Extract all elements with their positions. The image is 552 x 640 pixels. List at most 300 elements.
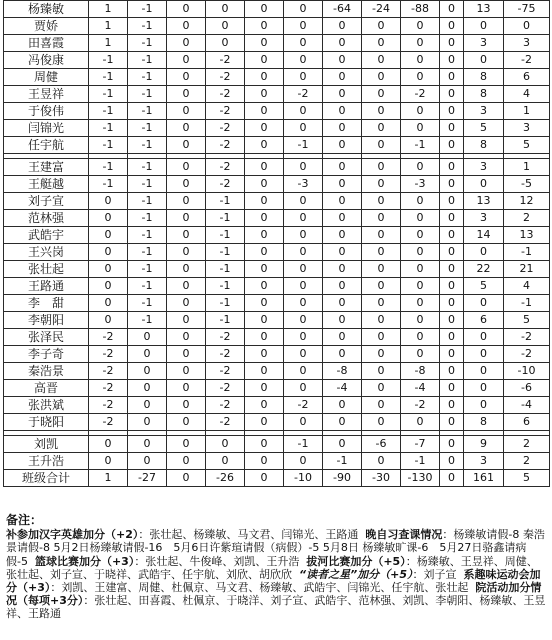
score-cell: 0 [245, 86, 284, 103]
student-name-cell: 王艇越 [4, 176, 89, 193]
table-row [4, 363, 550, 380]
score-cell: -1 [206, 244, 245, 261]
score-cell: 0 [362, 86, 401, 103]
score-cell: 0 [401, 278, 440, 295]
score-cell: 0 [440, 414, 464, 431]
score-cell: 0 [323, 52, 362, 69]
table-row [4, 103, 550, 120]
score-cell: 0 [245, 120, 284, 137]
score-cell: 0 [362, 210, 401, 227]
score-cell: 0 [464, 295, 504, 312]
score-cell: 0 [362, 159, 401, 176]
score-cell: -1 [206, 227, 245, 244]
score-cell: 0 [284, 35, 323, 52]
score-cell: 0 [128, 363, 167, 380]
score-cell: -2 [206, 120, 245, 137]
score-cell: 0 [245, 329, 284, 346]
score-cell: 0 [245, 397, 284, 414]
score-cell: -2 [206, 52, 245, 69]
score-cell: 0 [323, 312, 362, 329]
student-name-cell: 刘子宣 [4, 193, 89, 210]
score-cell: 12 [504, 193, 550, 210]
score-cell: 0 [128, 436, 167, 453]
score-cell: 0 [401, 18, 440, 35]
score-cell: -1 [89, 103, 128, 120]
score-cell: 0 [440, 312, 464, 329]
student-name-cell: 范林强 [4, 210, 89, 227]
score-cell: 0 [464, 244, 504, 261]
score-cell: 0 [167, 69, 206, 86]
score-cell: 0 [128, 329, 167, 346]
score-cell: -2 [89, 414, 128, 431]
score-cell: 0 [167, 261, 206, 278]
student-name-cell: 张壮起 [4, 261, 89, 278]
score-cell: -30 [362, 470, 401, 487]
score-cell: 0 [245, 453, 284, 470]
score-cell: 13 [464, 193, 504, 210]
score-cell: 0 [362, 52, 401, 69]
score-cell: -1 [128, 244, 167, 261]
score-cell: 0 [284, 227, 323, 244]
score-cell: -1 [401, 453, 440, 470]
score-cell: -2 [206, 397, 245, 414]
score-cell: 0 [128, 380, 167, 397]
score-cell: 8 [464, 414, 504, 431]
score-cell: 0 [440, 278, 464, 295]
score-cell: 0 [440, 329, 464, 346]
score-cell: -1 [128, 35, 167, 52]
score-cell: 0 [284, 69, 323, 86]
score-cell: 0 [206, 436, 245, 453]
evening-study-text: ：杨臻敏请假-8 秦浩景请假-8 5月2日杨臻敏请假-16 5月6日许紫瑄请假（病假）-5 5月8日 杨臻敏旷课-6 5月27日骆鑫请病假-5 [6, 528, 545, 568]
score-cell: 0 [401, 103, 440, 120]
score-cell: -2 [206, 69, 245, 86]
table-row [4, 414, 550, 431]
score-cell: 0 [167, 453, 206, 470]
score-cell: -2 [89, 380, 128, 397]
score-cell: -1 [206, 295, 245, 312]
evening-study-label: 晚自习查课情况 [365, 528, 443, 542]
score-cell: -26 [206, 470, 245, 487]
score-cell: -2 [206, 103, 245, 120]
score-cell: 0 [401, 295, 440, 312]
score-cell: 0 [245, 414, 284, 431]
score-cell: 1 [504, 159, 550, 176]
score-cell: 2 [504, 210, 550, 227]
score-cell: 0 [362, 261, 401, 278]
score-cell: 0 [284, 414, 323, 431]
score-cell: 0 [323, 346, 362, 363]
score-cell: -1 [89, 69, 128, 86]
student-name-cell: 班级合计 [4, 470, 89, 487]
score-cell: -2 [89, 363, 128, 380]
score-cell: 0 [128, 414, 167, 431]
score-cell: 0 [245, 227, 284, 244]
table-row [4, 86, 550, 103]
score-cell: 0 [401, 414, 440, 431]
student-name-cell: 李朝阳 [4, 312, 89, 329]
score-cell: 6 [504, 69, 550, 86]
score-cell: -1 [128, 227, 167, 244]
score-cell: -2 [504, 346, 550, 363]
score-cell: 0 [167, 52, 206, 69]
score-cell: 0 [323, 244, 362, 261]
score-cell: -2 [206, 176, 245, 193]
score-cell: 0 [284, 120, 323, 137]
table-row [4, 397, 550, 414]
score-cell: 0 [284, 278, 323, 295]
score-cell: 161 [464, 470, 504, 487]
score-cell: 0 [128, 397, 167, 414]
score-cell: 0 [128, 346, 167, 363]
score-cell: 0 [362, 137, 401, 154]
score-cell: 2 [504, 453, 550, 470]
score-cell: 0 [323, 103, 362, 120]
score-cell: 0 [284, 193, 323, 210]
table-row [4, 470, 550, 487]
score-cell: 3 [464, 103, 504, 120]
score-cell: -5 [504, 176, 550, 193]
score-cell: 0 [245, 103, 284, 120]
score-cell: -1 [128, 18, 167, 35]
score-cell: -2 [206, 86, 245, 103]
score-cell: -1 [504, 244, 550, 261]
table-row [4, 176, 550, 193]
score-cell: 1 [504, 103, 550, 120]
score-cell: 0 [323, 295, 362, 312]
score-cell: 6 [504, 414, 550, 431]
score-cell: 0 [362, 227, 401, 244]
score-cell: -8 [323, 363, 362, 380]
student-name-cell: 高晋 [4, 380, 89, 397]
score-cell: -1 [284, 137, 323, 154]
score-cell: 0 [245, 295, 284, 312]
score-cell: 0 [401, 210, 440, 227]
score-cell: 0 [440, 261, 464, 278]
score-cell: 9 [464, 436, 504, 453]
score-cell: -1 [128, 193, 167, 210]
score-cell: 3 [464, 210, 504, 227]
score-cell: 0 [464, 380, 504, 397]
score-cell: 4 [504, 86, 550, 103]
score-cell: 0 [401, 52, 440, 69]
score-cell: 0 [401, 227, 440, 244]
score-cell: 0 [401, 329, 440, 346]
sports-meet-text: ：刘凯、王建富、周健、杜佩京、马文君、杨臻敏、武皓宇、闫锦光、任宇航、张壮起 [50, 581, 469, 595]
student-name-cell: 张泽民 [4, 329, 89, 346]
score-cell: 0 [167, 363, 206, 380]
basketball-label: 篮球比赛加分（+3） [34, 554, 135, 568]
score-cell: 0 [440, 227, 464, 244]
score-cell: 22 [464, 261, 504, 278]
score-cell: 0 [167, 436, 206, 453]
score-cell: 0 [167, 470, 206, 487]
chinese-hero-label: 补参加汉字英雄加分（+2） [6, 528, 139, 542]
score-cell: 3 [504, 35, 550, 52]
score-cell: -1 [128, 176, 167, 193]
table-row [4, 35, 550, 52]
score-cell: 0 [464, 346, 504, 363]
score-cell: 0 [362, 35, 401, 52]
score-cell: 1 [89, 18, 128, 35]
tug-of-war-text: ：杨臻敏、王昱祥、周健、张壮起、刘子宣、于晓祥、武皓宇、任宇航、刘欣、胡欣欣 [6, 554, 538, 581]
score-table [3, 0, 550, 487]
score-cell: -10 [284, 470, 323, 487]
score-cell: 5 [504, 470, 550, 487]
score-cell: 0 [362, 363, 401, 380]
score-cell: 0 [89, 210, 128, 227]
score-cell: -4 [401, 380, 440, 397]
score-cell: 5 [504, 312, 550, 329]
score-table-body [4, 1, 550, 487]
score-cell: 0 [245, 261, 284, 278]
score-cell: 0 [440, 397, 464, 414]
score-cell: -2 [504, 329, 550, 346]
score-cell: 0 [284, 244, 323, 261]
score-cell: 0 [284, 52, 323, 69]
score-cell: 0 [167, 86, 206, 103]
score-cell: -2 [284, 86, 323, 103]
score-cell: 13 [464, 1, 504, 18]
score-cell: 0 [362, 397, 401, 414]
score-cell: 0 [464, 52, 504, 69]
score-cell: -1 [128, 137, 167, 154]
score-cell: -1 [401, 137, 440, 154]
score-cell: 0 [167, 176, 206, 193]
score-cell: 0 [362, 414, 401, 431]
score-cell: 0 [401, 346, 440, 363]
score-cell: 0 [167, 329, 206, 346]
score-cell: 0 [284, 103, 323, 120]
score-cell: 0 [362, 312, 401, 329]
student-name-cell: 冯俊康 [4, 52, 89, 69]
score-cell: -1 [128, 120, 167, 137]
score-cell: 0 [167, 312, 206, 329]
score-cell: -2 [206, 363, 245, 380]
table-row [4, 312, 550, 329]
score-cell: 0 [245, 312, 284, 329]
sports-meet-label: 系趣味运动会加分（+3） [6, 567, 541, 595]
score-cell: 0 [440, 69, 464, 86]
score-cell: 0 [362, 103, 401, 120]
score-cell: 0 [167, 120, 206, 137]
score-cell: -90 [323, 470, 362, 487]
score-cell: 8 [464, 86, 504, 103]
score-cell: -1 [128, 69, 167, 86]
score-cell: 14 [464, 227, 504, 244]
score-cell: -2 [401, 397, 440, 414]
score-cell: 0 [440, 52, 464, 69]
score-cell: 0 [323, 397, 362, 414]
score-cell: 0 [245, 470, 284, 487]
table-row [4, 346, 550, 363]
score-cell: -1 [128, 159, 167, 176]
score-cell: -24 [362, 1, 401, 18]
score-cell: 0 [245, 137, 284, 154]
score-cell: 0 [245, 1, 284, 18]
score-cell: 1 [89, 1, 128, 18]
score-cell: 0 [284, 453, 323, 470]
score-cell: 0 [464, 176, 504, 193]
score-cell: -2 [206, 414, 245, 431]
table-row [4, 137, 550, 154]
notes-header: 备注： [6, 513, 43, 527]
score-cell: 0 [323, 120, 362, 137]
score-cell: 0 [401, 35, 440, 52]
score-cell: 0 [401, 120, 440, 137]
score-cell: 0 [440, 470, 464, 487]
score-cell: 0 [167, 397, 206, 414]
score-cell: 0 [206, 35, 245, 52]
score-cell: -1 [128, 1, 167, 18]
score-cell: 0 [89, 453, 128, 470]
score-cell: 0 [245, 380, 284, 397]
table-row [4, 1, 550, 18]
score-cell: 0 [323, 137, 362, 154]
score-cell: -1 [89, 86, 128, 103]
table-row [4, 227, 550, 244]
score-cell: 0 [323, 35, 362, 52]
student-name-cell: 贾娇 [4, 18, 89, 35]
score-cell: 0 [362, 278, 401, 295]
score-cell: 0 [206, 453, 245, 470]
score-cell: 8 [464, 137, 504, 154]
score-cell: 0 [89, 278, 128, 295]
score-cell: 0 [401, 193, 440, 210]
score-cell: 0 [440, 1, 464, 18]
score-cell: 0 [128, 453, 167, 470]
score-cell: 0 [323, 176, 362, 193]
table-row [4, 295, 550, 312]
score-cell: -2 [89, 397, 128, 414]
score-cell: 0 [440, 176, 464, 193]
score-cell: -1 [284, 436, 323, 453]
score-cell: 0 [440, 295, 464, 312]
student-name-cell: 王建富 [4, 159, 89, 176]
student-name-cell: 王升浩 [4, 453, 89, 470]
score-cell: 0 [323, 159, 362, 176]
student-name-cell: 秦浩景 [4, 363, 89, 380]
score-cell: 0 [245, 193, 284, 210]
score-cell: 0 [362, 329, 401, 346]
table-row [4, 18, 550, 35]
table-row [4, 159, 550, 176]
score-cell: -1 [128, 103, 167, 120]
score-cell: -64 [323, 1, 362, 18]
score-cell: -1 [128, 312, 167, 329]
student-name-cell: 于晓阳 [4, 414, 89, 431]
student-name-cell: 于俊伟 [4, 103, 89, 120]
score-cell: 0 [440, 346, 464, 363]
score-cell: 0 [440, 120, 464, 137]
score-cell: 0 [401, 69, 440, 86]
score-cell: 0 [401, 159, 440, 176]
table-row [4, 210, 550, 227]
score-cell: 0 [284, 346, 323, 363]
score-cell: 0 [167, 227, 206, 244]
score-cell: 0 [440, 18, 464, 35]
table-row [4, 193, 550, 210]
score-cell: 0 [167, 103, 206, 120]
score-cell: 0 [245, 159, 284, 176]
score-cell: 0 [89, 436, 128, 453]
score-cell: -3 [284, 176, 323, 193]
score-cell: 0 [167, 35, 206, 52]
score-cell: 0 [464, 329, 504, 346]
student-name-cell: 周健 [4, 69, 89, 86]
score-cell: 0 [245, 18, 284, 35]
student-name-cell: 王路通 [4, 278, 89, 295]
score-cell: 0 [245, 176, 284, 193]
score-cell: 0 [284, 210, 323, 227]
score-cell: 0 [89, 193, 128, 210]
score-cell: 0 [440, 35, 464, 52]
score-cell: 0 [245, 210, 284, 227]
score-cell: 0 [323, 193, 362, 210]
score-cell: -4 [323, 380, 362, 397]
score-cell: 0 [440, 193, 464, 210]
score-cell: 0 [401, 312, 440, 329]
score-cell: 0 [245, 363, 284, 380]
student-name-cell: 刘凯 [4, 436, 89, 453]
score-cell: 0 [323, 261, 362, 278]
score-cell: 0 [245, 278, 284, 295]
student-name-cell: 王兴岗 [4, 244, 89, 261]
score-cell: -1 [206, 193, 245, 210]
reader-star-text: ：刘子宣 [412, 567, 457, 581]
score-cell: 0 [362, 453, 401, 470]
score-cell: -2 [89, 346, 128, 363]
score-cell: 0 [362, 120, 401, 137]
score-cell: -2 [206, 137, 245, 154]
score-cell: 0 [362, 176, 401, 193]
score-cell: 4 [504, 278, 550, 295]
score-cell: 0 [284, 363, 323, 380]
score-cell: -2 [206, 346, 245, 363]
college-activity-label: 院活动加分情况（每项+3分） [6, 581, 542, 608]
score-cell: 0 [323, 210, 362, 227]
score-cell: -1 [128, 210, 167, 227]
score-cell: 0 [440, 210, 464, 227]
notes-body [6, 528, 546, 620]
score-cell: -1 [206, 278, 245, 295]
table-row [4, 244, 550, 261]
chinese-hero-text: ：张壮起、杨臻敏、马文君、闫锦光、王路通 [138, 528, 359, 542]
score-cell: 0 [89, 312, 128, 329]
score-cell: -1 [504, 295, 550, 312]
score-cell: -1 [89, 137, 128, 154]
score-cell: 0 [89, 261, 128, 278]
score-cell: -1 [128, 261, 167, 278]
score-cell: -1 [128, 295, 167, 312]
score-cell: -1 [206, 312, 245, 329]
score-cell: 1 [89, 470, 128, 487]
score-cell: -1 [89, 120, 128, 137]
score-cell: -1 [206, 210, 245, 227]
score-cell: 0 [245, 35, 284, 52]
score-cell: -1 [206, 261, 245, 278]
score-cell: 0 [464, 397, 504, 414]
score-cell: 0 [440, 244, 464, 261]
score-cell: -2 [206, 159, 245, 176]
score-cell: 0 [167, 159, 206, 176]
score-cell: -1 [128, 52, 167, 69]
student-name-cell: 田喜霞 [4, 35, 89, 52]
student-name-cell: 王昱祥 [4, 86, 89, 103]
score-cell: -1 [89, 176, 128, 193]
score-cell: 0 [323, 414, 362, 431]
student-name-cell: 杨臻敏 [4, 1, 89, 18]
